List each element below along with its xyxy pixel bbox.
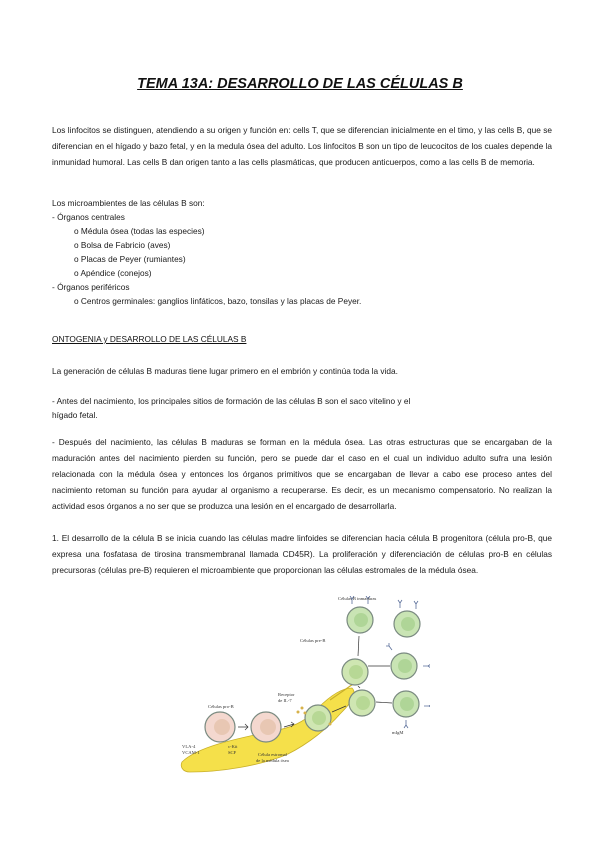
pre-b-cell bbox=[349, 690, 375, 716]
pre-b-cell bbox=[305, 705, 331, 731]
label-stromal-cell-marrow: de la médula ósea bbox=[256, 758, 289, 763]
b-cell-development-figure bbox=[180, 596, 430, 776]
peripheral-organs-label: - Órganos periféricos bbox=[52, 282, 130, 292]
immature-b-cell bbox=[391, 653, 417, 679]
arrow-icon bbox=[358, 686, 360, 688]
label-immature-b: Células B inmaduras bbox=[338, 596, 377, 601]
immature-b-cell bbox=[394, 611, 420, 637]
label-vcam1: VCAM-1 bbox=[182, 750, 200, 755]
central-organ-item: o Médula ósea (todas las especies) bbox=[74, 226, 205, 236]
pro-b-cell bbox=[251, 712, 281, 742]
pro-b-cell bbox=[205, 712, 235, 742]
central-organ-item: o Bolsa de Fabricio (aves) bbox=[74, 240, 171, 250]
label-migm: mIgM bbox=[392, 730, 404, 735]
label-pre-b: Células pre-B bbox=[300, 638, 326, 643]
peripheral-organ-item: o Centros germinales: ganglios linfáticos, bazo, tonsilas y las placas de Peyer. bbox=[74, 296, 362, 306]
central-organs-label: - Órganos centrales bbox=[52, 212, 125, 222]
label-pro-b: Células pro-B bbox=[208, 704, 234, 709]
arrow-icon bbox=[238, 724, 248, 730]
page-title: TEMA 13A: DESARROLLO DE LAS CÉLULAS B bbox=[137, 76, 463, 92]
arrow-icon bbox=[376, 702, 392, 703]
label-vla4: VLA-4 bbox=[182, 744, 196, 749]
microenv-lead: Los microambientes de las células B son: bbox=[52, 198, 205, 208]
label-receptor-il7: de IL-7 bbox=[278, 698, 292, 703]
immature-b-cell bbox=[347, 607, 373, 633]
label-receptor: Receptor bbox=[278, 692, 295, 697]
paragraph-before-birth-cont: hígado fetal. bbox=[52, 410, 98, 420]
central-organ-item: o Placas de Peyer (rumiantes) bbox=[74, 254, 186, 264]
intro-paragraph: Los linfocitos se distinguen, atendiendo a su origen y función en: cells T, que se diferencian inicialmente en el timo, y las cells B, que se diferencian en el hígado y bazo fetal, y en la medula ósea del adulto. Los linfocitos B son un tipo de leucocitos de los cuales depende la inmunidad humoral. Las cells B dan origen tanto a las cells plasmáticas, que producen anticuerpos, como a las cells B de memoria. bbox=[52, 125, 552, 167]
label-scf: SCF bbox=[228, 750, 237, 755]
arrow-icon bbox=[358, 636, 359, 656]
label-ckit: c-Kit bbox=[228, 744, 238, 749]
paragraph-after-birth: - Después del nacimiento, las células B maduras se forman en la médula ósea. Las otras estructuras que se encargaban de la maduración antes del nacimiento pierden su función, pero se puede dar el caso en el cual un individuo adulto sufra una lesión relacionada con la médula ósea y entonces los órganos primitivos que se encargaban de llevar a cabo ese proceso antes del nacimiento retoman su función para ayudar al organismo a recuperarse. Es decir, es un mecanismo compensatorio. No realizan la actividad esos órganos a no ser que se produzca una lesión en el encargado de desarrollarla. bbox=[52, 437, 552, 511]
paragraph-generation: La generación de células B maduras tiene lugar primero en el embrión y continúa toda la vida. bbox=[52, 366, 398, 376]
paragraph-before-birth: - Antes del nacimiento, los principales sitios de formación de las células B son el saco vitelino y el bbox=[52, 396, 411, 406]
paragraph-development: 1. El desarrollo de la célula B se inicia cuando las células madre linfoides se diferencian hacia célula B progenitora (célula pro-B, que expresa una fosfatasa de tirosina transmembranal llamada CD45R). La proliferación y diferenciación de células pro-B en células precursoras (células pre-B) requieren el microambiente que proporcionan las células estromales de la médula ósea. bbox=[52, 533, 552, 575]
label-stromal-cell: Célula estromal bbox=[258, 752, 287, 757]
section-heading: ONTOGENIA y DESARROLLO DE LAS CÉLULAS B bbox=[52, 334, 247, 344]
immature-b-cell bbox=[393, 691, 419, 717]
central-organ-item: o Apéndice (conejos) bbox=[74, 268, 152, 278]
pre-b-cell bbox=[342, 659, 368, 685]
